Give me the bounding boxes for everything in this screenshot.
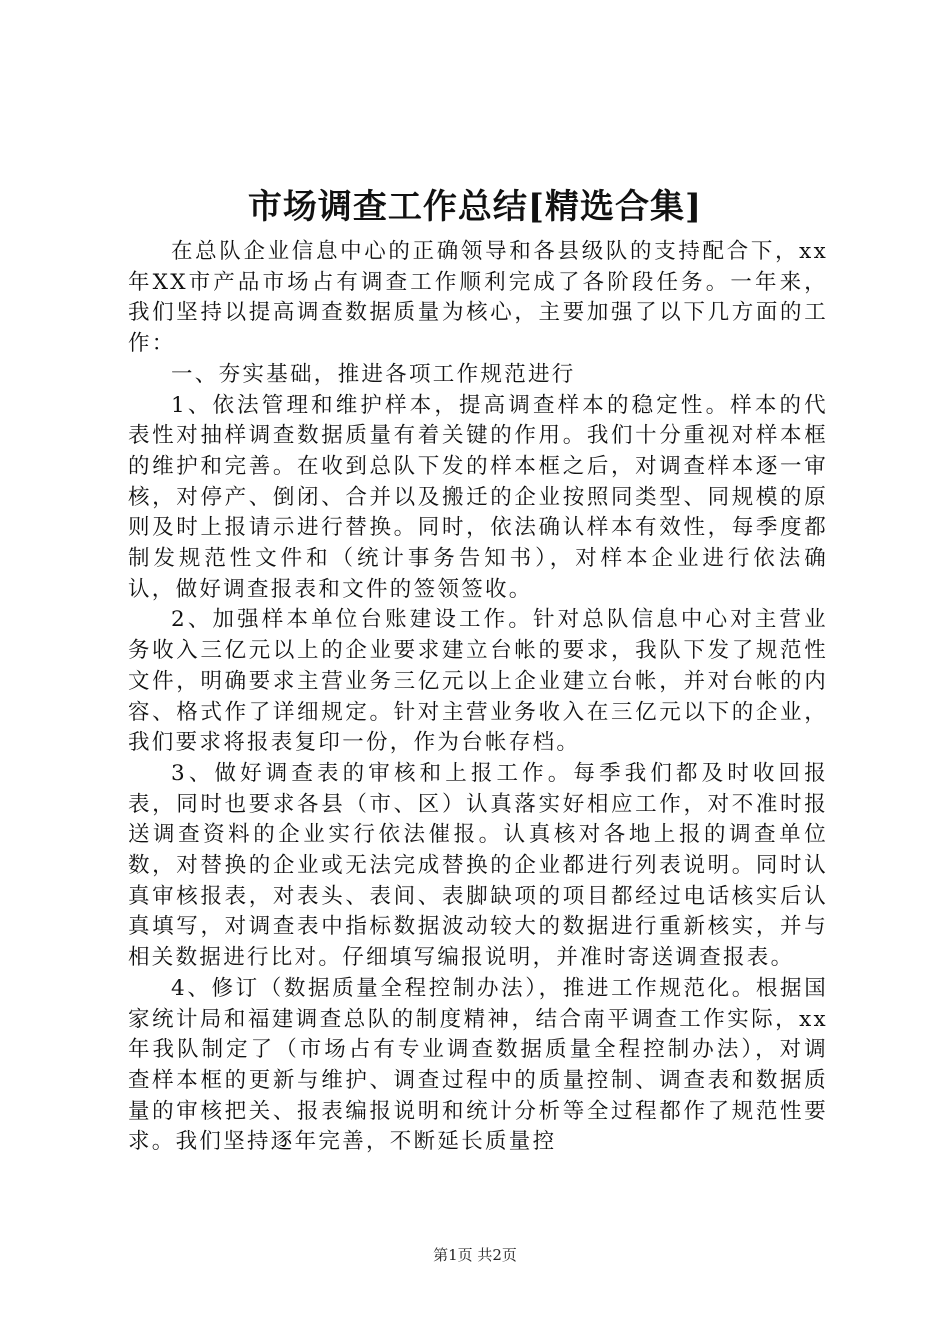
paragraph-item-1: 1、依法管理和维护样本，提高调查样本的稳定性。样本的代表性对抽样调查数据质量有着关键的作用。我们十分重视对样本框的维护和完善。在收到总队下发的样本框之后，对调查样本逐一审核，对停产、倒闭、合并以及搬迁的企业按照同类型、同规模的原则及时上报请示进行替换。同时，依法确认样本有效性，每季度都制发规范性文件和（统计事务告知书），对样本企业进行依法确认，做好调查报表和文件的签领签收。 — [128, 392, 828, 602]
paragraph-item-2: 2、加强样本单位台账建设工作。针对总队信息中心对主营业务收入三亿元以上的企业要求建立台帐的要求，我队下发了规范性文件，明确要求主营业务三亿元以上企业建立台帐，并对台帐的内容、格式作了详细规定。针对主营业务收入在三亿元以下的企业，我们要求将报表复印一份，作为台帐存档。 — [128, 607, 828, 756]
document-body — [128, 237, 828, 1158]
intro-paragraph: 在总队企业信息中心的正确领导和各县级队的支持配合下，xx年XX市产品市场占有调查工作顺利完成了各阶段任务。一年来，我们坚持以提高调查数据质量为核心，主要加强了以下几方面的工作： — [128, 239, 828, 357]
document-title: 市场调查工作总结[精选合集] — [247, 187, 703, 227]
page-number: 第1页 共2页 — [433, 1246, 517, 1264]
section-heading: 一、夯实基础，推进各项工作规范进行 — [171, 361, 576, 387]
paragraph-item-4: 4、修订（数据质量全程控制办法），推进工作规范化。根据国家统计局和福建调查总队的制度精神，结合南平调查工作实际，xx年我队制定了（市场占有专业调查数据质量全程控制办法），对调查样本框的更新与维护、调查过程中的质量控制、调查表和数据质量的审核把关、报表编报说明和统计分析等全过程都作了规范性要求。我们坚持逐年完善，不断延长质量控 — [128, 975, 828, 1155]
paragraph-item-3: 3、做好调查表的审核和上报工作。每季我们都及时收回报表，同时也要求各县（市、区）认真落实好相应工作，对不准时报送调查资料的企业实行依法催报。认真核对各地上报的调查单位数，对替换的企业或无法完成替换的企业都进行列表说明。同时认真审核报表，对表头、表间、表脚缺项的项目都经过电话核实后认真填写，对调查表中指标数据波动较大的数据进行重新核实，并与相关数据进行比对。仔细填写编报说明，并准时寄送调查报表。 — [128, 760, 828, 971]
